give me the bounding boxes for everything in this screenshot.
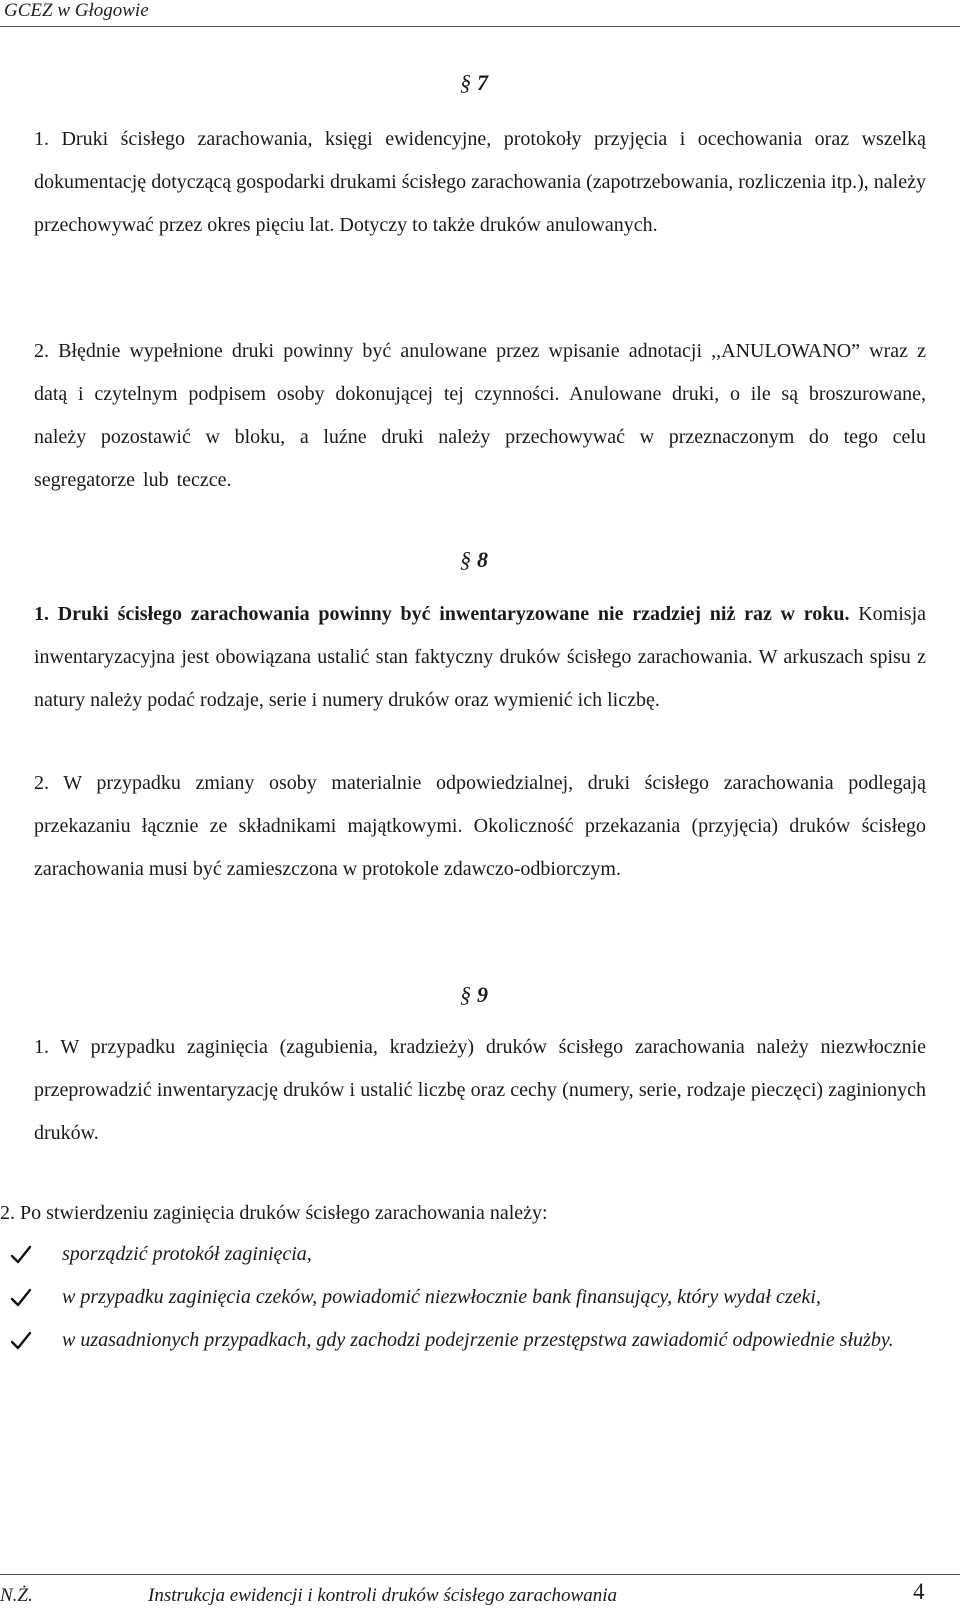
checklist-item-text: sporządzić protokół zaginięcia, [62,1243,312,1265]
s8-paragraph-1-bold: 1. Druki ścisłego zarachowania powinny być inwentaryzowane nie rzadziej niż raz w roku. [34,603,850,625]
page-number: 4 [913,1579,925,1604]
section-number: 7 [477,70,488,95]
s7-paragraph-2: 2. Błędnie wypełnione druki powinny być anulowane przez wpisanie adnotacji ,,ANULOWANO” wraz z datą i czytelnym podpisem osoby dokonującej tej czynności. Anulowane druki, o ile są broszurowane, należy pozostawić w bloku, a luźne druki należy przechowywać w przeznaczonym do tego celu segregatorze lub teczce. [34,340,926,491]
s8-paragraph-2: 2. W przypadku zmiany osoby materialnie odpowiedzialnej, druki ścisłego zarachowania podlegają przekazaniu łącznie ze składnikami majątkowymi. Okoliczność przekazania (przyjęcia) druków ścisłego zarachowania musi być zamieszczona w protokole zdawczo-odbiorczym. [34,772,926,880]
s8-paragraph-1 [34,593,926,722]
section-heading-7 [460,70,520,96]
checklist-item [0,1319,930,1362]
section-number: 9 [477,982,488,1007]
s9-paragraph-1: 1. W przypadku zaginięcia (zagubienia, kradzieży) druków ścisłego zarachowania należy niezwłocznie przeprowadzić inwentaryzację druków i ustalić liczbę oraz cechy (numery, serie, rodzaje pieczęci) zaginionych druków. [34,1036,926,1144]
section-number: 8 [477,547,488,572]
section-heading-8 [460,547,520,573]
s7-paragraph-1: 1. Druki ścisłego zarachowania, księgi ewidencyjne, protokoły przyjęcia i ocechowania oraz wszelką dokumentację dotyczącą gospodarki drukami ścisłego zarachowania (zapotrzebowania, rozliczenia itp.), należy przechowywać przez okres pięciu lat. Dotyczy to także druków anulowanych. [34,128,926,236]
checklist [0,1233,930,1362]
section-sign-icon: § [460,70,471,95]
checklist-item-text: w przypadku zaginięcia czeków, powiadomić niezwłocznie bank finansujący, który wydał czeki, [62,1286,821,1308]
footer-initials: N.Ż. [0,1585,33,1606]
header-title: GCEZ w Głogowie [4,0,149,21]
section-sign-icon: § [460,982,471,1007]
checklist-item-text: w uzasadnionych przypadkach, gdy zachodzi podejrzenie przestępstwa zawiadomić odpowiednie służby. [62,1329,894,1351]
section-heading-9 [460,982,520,1008]
s8-paragraph-1-rest: Komisja inwentaryzacyjna jest obowiązana ustalić stan faktyczny druków ścisłego zarachowania. W arkuszach spisu z natury należy podać rodzaje, serie i numery druków oraz wymienić ich liczbę. [34,603,927,711]
page-header [0,0,960,27]
checklist-item [0,1276,930,1319]
checklist-item [0,1233,930,1276]
footer-title: Instrukcja ewidencji i kontroli druków ścisłego zarachowania [148,1585,617,1606]
section-sign-icon: § [460,547,471,572]
checkmark-icon [8,1233,34,1276]
page-footer [0,1574,960,1618]
checkmark-icon [8,1319,34,1362]
s9-paragraph-2: 2. Po stwierdzeniu zaginięcia druków ścisłego zarachowania należy: [0,1202,548,1224]
checkmark-icon [8,1276,34,1319]
